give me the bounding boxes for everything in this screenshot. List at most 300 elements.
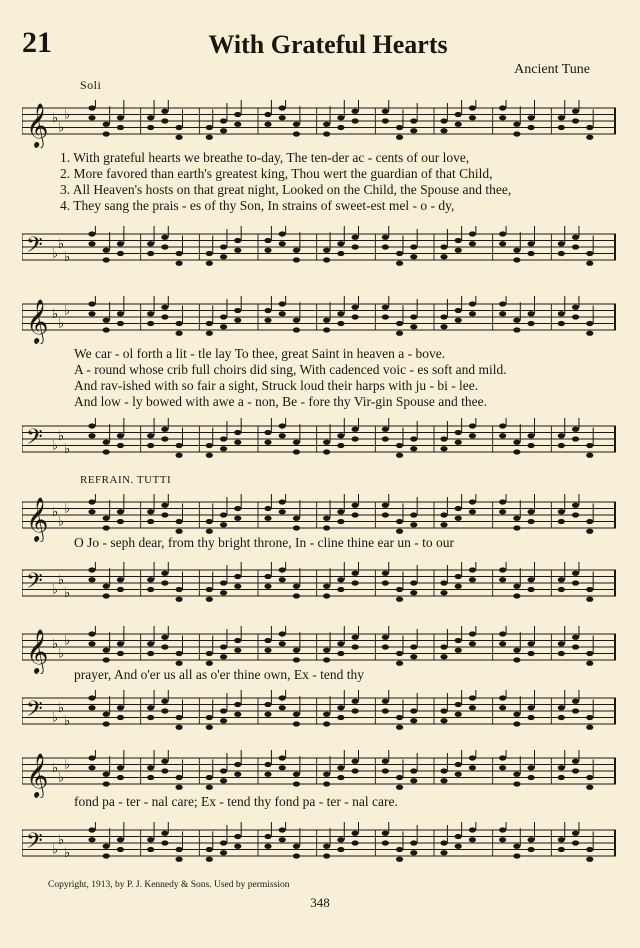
staff-treble-1 [22, 100, 616, 148]
note-head [206, 857, 213, 862]
note-head [382, 427, 389, 432]
note-head [234, 308, 241, 313]
note-head [337, 651, 344, 656]
bass-clef-icon: 𝄢 [26, 425, 43, 456]
note-head [499, 241, 506, 246]
note-head [161, 580, 168, 585]
note-head [176, 715, 183, 720]
staff-lines [22, 822, 616, 870]
note-head [117, 847, 124, 852]
note-head [558, 251, 565, 256]
note-head [558, 443, 565, 448]
note-head [586, 725, 593, 730]
note-head [572, 512, 579, 517]
note-head [513, 122, 520, 127]
note-head [293, 440, 300, 445]
note-head [572, 644, 579, 649]
note-head [558, 837, 565, 842]
note-head [234, 772, 241, 777]
note-head [220, 522, 227, 527]
note-head [220, 718, 227, 723]
refrain-line-1: O Jo - seph dear, from thy bright throne, In - cline thine ear un - to our [74, 535, 454, 550]
note-head [117, 765, 124, 770]
note-head [410, 522, 417, 527]
note-head [117, 115, 124, 120]
note-head [293, 248, 300, 253]
flat-icon: ♭ [52, 760, 59, 776]
note-head [279, 433, 286, 438]
note-head [410, 128, 417, 133]
copyright-notice: Copyright, 1913, by P. J. Kennedy & Sons. Used by permission [48, 880, 290, 890]
staff-bass-1 [22, 226, 616, 274]
note-head [323, 721, 330, 726]
note-head [206, 529, 213, 534]
note-head [103, 327, 110, 332]
note-head [469, 105, 476, 110]
note-head [410, 446, 417, 451]
note-head [206, 321, 213, 326]
note-head [279, 837, 286, 842]
note-head [455, 648, 462, 653]
note-head [410, 512, 417, 517]
note-head [117, 321, 124, 326]
note-head [220, 768, 227, 773]
note-head [337, 715, 344, 720]
verse2-line-1: We car - ol forth a lit - tle lay To thee, great Saint in heaven a - bove. [74, 346, 446, 361]
note-head [161, 235, 168, 240]
note-head [455, 834, 462, 839]
note-head [161, 118, 168, 123]
note-head [176, 529, 183, 534]
flat-icon: ♭ [58, 700, 65, 716]
note-head [337, 847, 344, 852]
note-head [176, 125, 183, 130]
staff-bass-2 [22, 418, 616, 466]
note-head [234, 834, 241, 839]
note-head [176, 453, 183, 458]
note-head [279, 631, 286, 636]
flat-icon: ♭ [58, 120, 65, 136]
note-head [293, 584, 300, 589]
note-head [234, 112, 241, 117]
note-head [382, 759, 389, 764]
note-head [382, 118, 389, 123]
flat-icon: ♭ [58, 770, 65, 786]
note-head [396, 251, 403, 256]
treble-clef-icon: 𝄞 [26, 298, 49, 343]
note-head [469, 115, 476, 120]
note-head [558, 775, 565, 780]
note-head [572, 768, 579, 773]
note-head [234, 702, 241, 707]
note-head [352, 512, 359, 517]
note-head [323, 516, 330, 521]
note-head [103, 772, 110, 777]
note-head [220, 654, 227, 659]
hymn-title: With Grateful Hearts [208, 30, 448, 59]
note-head [88, 499, 95, 504]
note-head [513, 318, 520, 323]
bass-clef-icon: 𝄢 [26, 829, 43, 860]
note-head [528, 705, 535, 710]
note-head [337, 641, 344, 646]
flat-icon: ♭ [52, 246, 59, 262]
note-head [234, 516, 241, 521]
note-head [323, 248, 330, 253]
note-head [382, 708, 389, 713]
note-head [469, 311, 476, 316]
note-head [499, 577, 506, 582]
note-head [455, 308, 462, 313]
note-head [382, 503, 389, 508]
note-head [337, 775, 344, 780]
note-head [337, 509, 344, 514]
verse-line-3: 3. All Heaven's hosts on that great night, Looked on the Child, the Spouse and thee, [60, 182, 512, 197]
note-head [117, 705, 124, 710]
note-head [176, 321, 183, 326]
note-head [396, 785, 403, 790]
note-head [147, 125, 154, 130]
note-head [117, 577, 124, 582]
note-head [117, 241, 124, 246]
note-head [586, 775, 593, 780]
note-head [161, 831, 168, 836]
staff-bass-5 [22, 822, 616, 870]
note-head [147, 715, 154, 720]
note-head [103, 648, 110, 653]
note-head [117, 715, 124, 720]
note-head [337, 577, 344, 582]
note-head [147, 509, 154, 514]
note-head [117, 443, 124, 448]
note-head [558, 587, 565, 592]
note-head [352, 427, 359, 432]
note-head [279, 105, 286, 110]
note-head [572, 840, 579, 845]
note-head [176, 331, 183, 336]
note-head [440, 436, 447, 441]
note-head [103, 781, 110, 786]
note-head [147, 443, 154, 448]
note-head [469, 631, 476, 636]
staff-lines [22, 690, 616, 738]
note-head [558, 115, 565, 120]
note-head [103, 721, 110, 726]
note-head [499, 837, 506, 842]
note-head [206, 443, 213, 448]
note-head [440, 580, 447, 585]
note-head [513, 131, 520, 136]
note-head [293, 449, 300, 454]
note-head [161, 571, 168, 576]
note-head [410, 590, 417, 595]
note-head [117, 125, 124, 130]
note-head [323, 712, 330, 717]
note-head [396, 587, 403, 592]
note-head [264, 772, 271, 777]
note-head [264, 112, 271, 117]
note-head [572, 699, 579, 704]
note-head [147, 765, 154, 770]
note-head [499, 423, 506, 428]
note-head [220, 244, 227, 249]
note-head [161, 436, 168, 441]
note-head [499, 705, 506, 710]
note-head [499, 105, 506, 110]
note-head [264, 516, 271, 521]
note-head [382, 305, 389, 310]
note-head [234, 238, 241, 243]
note-head [234, 430, 241, 435]
note-head [176, 261, 183, 266]
note-head [586, 651, 593, 656]
note-head [455, 702, 462, 707]
note-head [323, 593, 330, 598]
note-head [499, 509, 506, 514]
note-head [499, 631, 506, 636]
note-head [220, 436, 227, 441]
note-head [558, 705, 565, 710]
flat-icon: ♭ [52, 582, 59, 598]
note-head [264, 238, 271, 243]
note-head [499, 301, 506, 306]
note-head [586, 529, 593, 534]
note-head [499, 231, 506, 236]
note-head [586, 331, 593, 336]
note-head [337, 443, 344, 448]
note-head [499, 827, 506, 832]
note-head [337, 519, 344, 524]
bass-clef-icon: 𝄢 [26, 233, 43, 264]
note-head [528, 125, 535, 130]
note-head [455, 238, 462, 243]
note-head [264, 834, 271, 839]
note-head [220, 590, 227, 595]
note-head [161, 109, 168, 114]
note-head [103, 584, 110, 589]
note-head [337, 765, 344, 770]
note-head [455, 318, 462, 323]
staff-treble-5 [22, 750, 616, 798]
note-head [352, 708, 359, 713]
note-head [528, 765, 535, 770]
staff-treble-2 [22, 296, 616, 344]
note-head [410, 324, 417, 329]
note-head [572, 503, 579, 508]
note-head [147, 577, 154, 582]
note-head [264, 712, 271, 717]
note-head [176, 597, 183, 602]
note-head [88, 423, 95, 428]
note-head [323, 844, 330, 849]
note-head [264, 506, 271, 511]
note-head [103, 440, 110, 445]
note-head [455, 430, 462, 435]
note-head [455, 122, 462, 127]
note-head [469, 695, 476, 700]
note-head [88, 631, 95, 636]
note-head [323, 257, 330, 262]
note-head [234, 638, 241, 643]
staff-lines [22, 750, 616, 798]
note-head [586, 321, 593, 326]
note-head [279, 695, 286, 700]
note-head [117, 251, 124, 256]
note-head [455, 440, 462, 445]
note-head [558, 509, 565, 514]
note-head [103, 657, 110, 662]
verse2-line-4: And low - ly bowed with awe a - non, Be - fore thy Vir-gin Spouse and thee. [74, 394, 487, 409]
note-head [396, 651, 403, 656]
note-head [293, 712, 300, 717]
note-head [586, 857, 593, 862]
note-head [410, 244, 417, 249]
note-head [220, 118, 227, 123]
note-head [440, 446, 447, 451]
note-head [117, 641, 124, 646]
note-head [528, 587, 535, 592]
note-head [88, 115, 95, 120]
note-head [161, 427, 168, 432]
note-head [279, 301, 286, 306]
note-head [572, 831, 579, 836]
note-head [572, 759, 579, 764]
note-head [264, 584, 271, 589]
note-head [103, 593, 110, 598]
note-head [206, 725, 213, 730]
note-head [161, 314, 168, 319]
staff-lines [22, 100, 616, 148]
staff-lines [22, 418, 616, 466]
note-head [220, 580, 227, 585]
note-head [176, 661, 183, 666]
note-head [264, 574, 271, 579]
staff-bass-4 [22, 690, 616, 738]
note-head [234, 318, 241, 323]
note-head [528, 115, 535, 120]
note-head [103, 712, 110, 717]
note-head [323, 853, 330, 858]
note-head [161, 635, 168, 640]
note-head [88, 567, 95, 572]
note-head [103, 248, 110, 253]
note-head [382, 635, 389, 640]
note-head [528, 837, 535, 842]
note-head [513, 712, 520, 717]
note-head [528, 241, 535, 246]
note-head [469, 705, 476, 710]
note-head [88, 301, 95, 306]
note-head [586, 587, 593, 592]
note-head [586, 847, 593, 852]
verse-line-4: 4. They sang the prais - es of thy Son, In strains of sweet-est mel - o - dy, [60, 198, 455, 213]
note-head [440, 254, 447, 259]
note-head [513, 648, 520, 653]
note-head [161, 244, 168, 249]
note-head [161, 512, 168, 517]
note-head [440, 778, 447, 783]
note-head [88, 311, 95, 316]
bass-clef-icon: 𝄢 [26, 697, 43, 728]
note-head [382, 235, 389, 240]
note-head [293, 516, 300, 521]
note-head [586, 125, 593, 130]
note-head [558, 321, 565, 326]
note-head [176, 443, 183, 448]
flat-icon: ♭ [58, 832, 65, 848]
note-head [513, 721, 520, 726]
note-head [352, 244, 359, 249]
note-head [279, 311, 286, 316]
note-head [572, 235, 579, 240]
note-head [206, 519, 213, 524]
soli-mark: Soli [80, 78, 102, 92]
note-head [455, 762, 462, 767]
note-head [455, 506, 462, 511]
note-head [88, 231, 95, 236]
note-head [293, 131, 300, 136]
note-head [513, 248, 520, 253]
note-head [264, 430, 271, 435]
note-head [440, 590, 447, 595]
verse2-line-3: And rav-ished with so fair a sight, Struck loud their harps with ju - bi - lee. [74, 378, 479, 393]
note-head [234, 122, 241, 127]
note-head [117, 837, 124, 842]
note-head [117, 519, 124, 524]
note-head [586, 597, 593, 602]
note-head [279, 765, 286, 770]
note-head [469, 641, 476, 646]
flat-icon: ♭ [64, 501, 71, 517]
flat-icon: ♭ [58, 236, 65, 252]
note-head [352, 235, 359, 240]
note-head [352, 831, 359, 836]
note-head [352, 109, 359, 114]
note-head [337, 433, 344, 438]
note-head [147, 705, 154, 710]
note-head [382, 831, 389, 836]
note-head [176, 519, 183, 524]
flat-icon: ♭ [58, 514, 65, 530]
note-head [572, 635, 579, 640]
note-head [469, 241, 476, 246]
verse2-line-2: A - round whose crib full choirs did sing, With cadenced voic - es soft and mild. [74, 362, 507, 377]
note-head [352, 571, 359, 576]
note-head [558, 765, 565, 770]
note-head [279, 509, 286, 514]
note-head [396, 135, 403, 140]
note-head [513, 772, 520, 777]
refrain-line-2: prayer, And o'er us all as o'er thine own, Ex - tend thy [74, 667, 364, 682]
note-head [440, 644, 447, 649]
note-head [293, 657, 300, 662]
flat-icon: ♭ [58, 646, 65, 662]
note-head [206, 661, 213, 666]
note-head [410, 436, 417, 441]
note-head [558, 577, 565, 582]
note-head [103, 449, 110, 454]
note-head [103, 131, 110, 136]
note-head [572, 244, 579, 249]
note-head [264, 248, 271, 253]
note-head [455, 638, 462, 643]
note-head [499, 115, 506, 120]
note-head [382, 699, 389, 704]
note-head [455, 248, 462, 253]
note-head [206, 251, 213, 256]
note-head [455, 574, 462, 579]
note-head [499, 433, 506, 438]
